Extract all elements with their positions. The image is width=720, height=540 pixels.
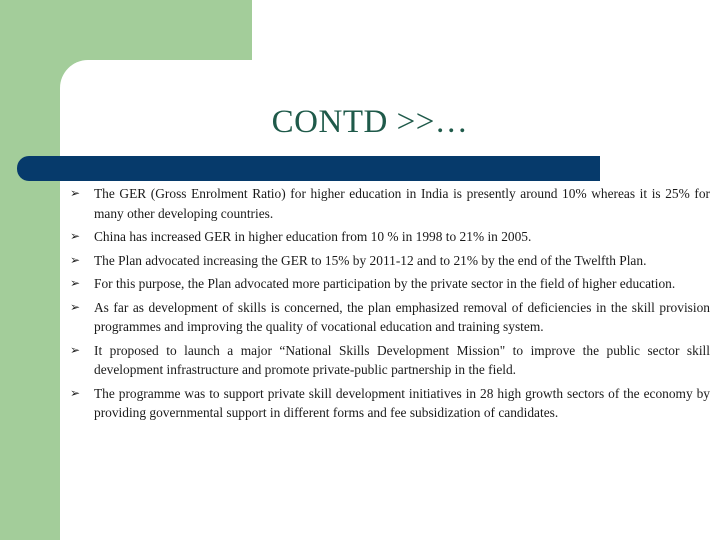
bullet-item	[70, 341, 710, 380]
bullet-text: As far as development of skills is concerned, the plan emphasized removal of deficiencies in the skill provision programmes and improving the quality of vocational education and training system.	[94, 299, 710, 334]
left-green-strip	[0, 60, 60, 540]
bullet-item	[70, 227, 710, 247]
bullet-text: It proposed to launch a major “National Skills Development Mission" to improve the public sector skill development infrastructure and promote private-public partnership in the field.	[94, 342, 710, 377]
bullet-text: The GER (Gross Enrolment Ratio) for higher education in India is presently around 10% whereas it is 25% for many other developing countries.	[94, 186, 710, 221]
bullet-list	[70, 184, 710, 427]
bullet-text: For this purpose, the Plan advocated more participation by the private sector in the field of higher education.	[94, 276, 676, 291]
arrow-bullet-icon: ➢	[70, 186, 81, 200]
bullet-item	[70, 384, 710, 423]
bullet-item	[70, 298, 710, 337]
arrow-bullet-icon: ➢	[70, 229, 81, 243]
arrow-bullet-icon: ➢	[70, 276, 81, 290]
bullet-item	[70, 251, 710, 271]
slide-title: CONTD >>…	[271, 104, 469, 140]
bullet-item	[70, 274, 710, 294]
arrow-bullet-icon: ➢	[70, 252, 81, 267]
bullet-text: The programme was to support private skill development initiatives in 28 high growth sectors of the economy by providing governmental support in different forms and fee subsidization of candidates.	[94, 385, 710, 420]
arrow-bullet-icon: ➢	[70, 342, 81, 357]
arrow-bullet-icon: ➢	[70, 385, 81, 400]
bullet-text: China has increased GER in higher education from 10 % in 1998 to 21% in 2005.	[94, 229, 532, 244]
arrow-bullet-icon: ➢	[70, 299, 81, 314]
bullet-text: The Plan advocated increasing the GER to 15% by 2011-12 and to 21% by the end of the Twelfth Plan.	[94, 252, 647, 268]
title-underline-bar	[17, 156, 600, 181]
bullet-item	[70, 184, 710, 223]
